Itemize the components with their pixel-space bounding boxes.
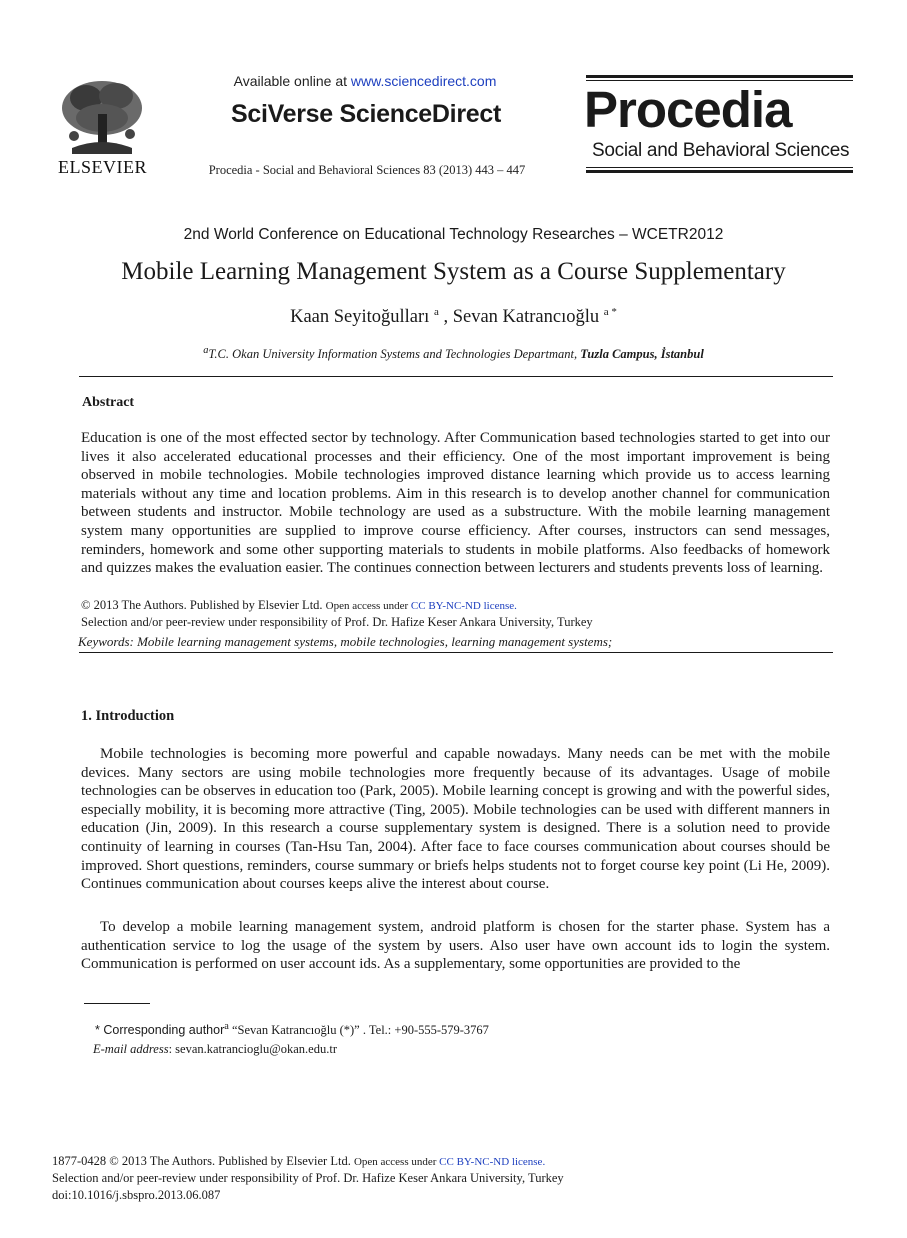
email-value[interactable]: : sevan.katrancioglu@okan.edu.tr: [168, 1042, 337, 1056]
footer-doi[interactable]: doi:10.1016/j.sbspro.2013.06.087: [52, 1188, 221, 1202]
footer-peer-review: Selection and/or peer-review under responsibility of Prof. Dr. Hafize Keser Ankara University, Turkey: [52, 1171, 564, 1185]
conference-name: 2nd World Conference on Educational Technology Researches – WCETR2012: [183, 226, 724, 243]
email-label: E-mail address: [93, 1042, 169, 1056]
intro-paragraph-1: Mobile technologies is becoming more powerful and capable nowadays. Many needs can be met with the mobile devices. Many sectors are using mobile technologies more frequently because of its advantages. Usage of mobile technologies can be observes in education too (Park, 2005). Mobile learning concept is growing and with the powerful sides, especially mobility, it is becoming more attractive (Ting, 2005). Mobile technologies can be used with different manners in education (Jin, 2009). In this research a course supplementary system is designed. There is a solution need to provide continuity of learning in courses (Tan-Hsu Tan, 2004). After face to face courses communication about courses should be improved. Short questions, reminders, course summary or briefs helps students not to forget course key point (Li He, 2009). Continues communication about courses keeps alive the interest about course.: [81, 746, 830, 893]
procedia-rule-top: [586, 75, 853, 78]
footer-open-access: Open access under: [353, 1156, 440, 1168]
author-1: Kaan Seyitoğulları: [290, 307, 430, 328]
license-link[interactable]: CC BY-NC-ND license.: [410, 600, 517, 612]
abstract-copyright: [81, 598, 517, 613]
author-separator: ,: [438, 307, 453, 328]
abstract-rule-top: [79, 376, 833, 377]
abstract-text: Education is one of the most effected sector by technology. After Communication based technologies started to get into our lives it also accelerated educational processes and their efficiency. One of the most important improvement is being observed in mobile technologies. Mobile technologies improved distance learning which provide us to access learning materials without any time and location problems. Aim in this research is to develop another channel for communication between students and instructor. Mobile technology are used as a substructure. With the mobile learning management system many opportunities are supplied to improve course efficiency. After courses, instructors can send messages, reminders, homework and some other supporting materials to students in mobile platforms. Also feedbacks of homework and quizzes makes the evaluation easier. The continues connection between lecturers and students prevents loss of learning.: [81, 430, 830, 577]
footer-issn: 1877-0428 © 2013 The Authors. Published by Elsevier Ltd.: [52, 1154, 354, 1168]
affiliation-text: T.C. Okan University Information Systems and Technologies Depart​mant,: [208, 347, 581, 362]
author-list: [0, 306, 907, 328]
keywords: Keywords: Mobile learning management systems, mobile technologies, learning management systems;: [78, 634, 613, 649]
author-2-affil: a *: [603, 306, 617, 318]
corr-name: “Sevan Katrancıoğlu (*)”: [228, 1023, 363, 1038]
intro-paragraph-2: To develop a mobile learning management system, android platform is chosen for the starter phase. System has a authentication service to log the usage of the system by users. Also user have own account ids to login the system. Communication is performed on user account ids. As a supplementary, some opportunities are provided to the: [81, 919, 830, 973]
footnote-rule: [84, 1003, 150, 1004]
affiliation: [0, 345, 907, 362]
footer-license-link[interactable]: CC BY-NC-ND license.: [439, 1156, 546, 1168]
email-note: [93, 1042, 337, 1057]
author-1-affil: a: [433, 306, 439, 318]
platform-name: SciVerse ScienceDirect: [231, 100, 501, 128]
open-access-text: Open access under: [325, 600, 411, 612]
abstract-rule-bottom: [79, 652, 833, 653]
peer-review-note: Selection and/or peer-review under responsibility of Prof. Dr. Hafize Keser Ankara University, Turkey: [81, 615, 593, 629]
publisher-name: ELSEVIER: [58, 157, 147, 177]
copyright-text: © 2013 The Authors. Published by Elsevier Ltd.: [81, 598, 326, 612]
journal-reference: Procedia - Social and Behavioral Sciences 83 (2013) 443 – 447: [208, 163, 526, 177]
affiliation-sup: a: [203, 345, 209, 356]
corr-tel: . Tel.: +90-555-579-3767: [362, 1023, 489, 1038]
affiliation-campus: Tuzla Campus, İstanbul: [580, 347, 704, 362]
corr-label: * Corresponding author: [95, 1023, 225, 1038]
procedia-rule-bottom: [586, 170, 853, 173]
paper-title: Mobile Learning Management System as a Course Supplementary: [121, 258, 786, 285]
abstract-heading: Abstract: [82, 395, 135, 410]
journal-subtitle: Social and Behavioral Sciences: [592, 140, 850, 161]
available-prefix: Available online at: [233, 73, 351, 89]
procedia-rule-bottom-thin: [586, 167, 853, 168]
author-2: Sevan Katrancıoğlu: [452, 307, 600, 328]
sciencedirect-link[interactable]: www.sciencedirect.com: [350, 73, 497, 89]
journal-title: Procedia: [584, 81, 792, 138]
corr-sup: a: [224, 1021, 229, 1032]
section-heading-introduction: 1. Introduction: [81, 708, 175, 724]
corresponding-author-note: [95, 1021, 489, 1038]
footer-copyright: [52, 1154, 545, 1169]
